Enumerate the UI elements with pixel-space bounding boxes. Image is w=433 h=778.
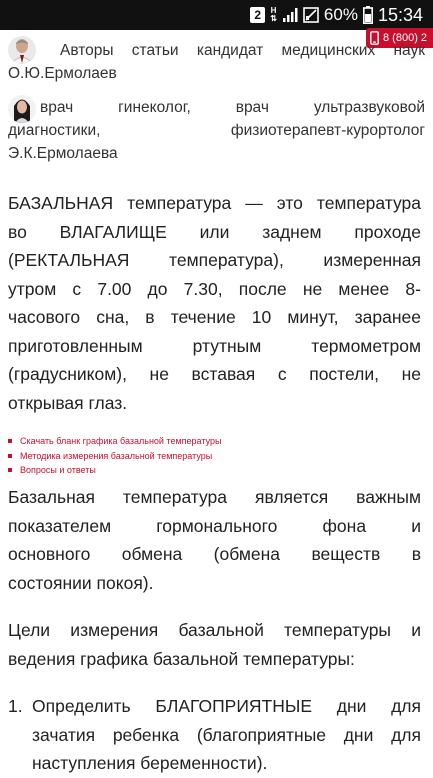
bullet-square-icon xyxy=(8,468,12,472)
battery-percent: 60% xyxy=(323,5,358,24)
paragraph-line: Базальная температура является важным xyxy=(8,487,421,507)
author-1-name: О.Ю.Ермолаев xyxy=(8,65,117,82)
list-line: Определить БЛАГОПРИЯТНЫЕ дни для xyxy=(32,696,421,716)
author-block-1 xyxy=(8,39,425,85)
wifi-off-icon xyxy=(303,7,319,23)
intro-line: (РЕКТАЛЬНАЯ температура), измеренная xyxy=(8,250,421,270)
paragraph-line: Цели измерения базальной температуры и xyxy=(8,620,421,640)
intro-paragraph xyxy=(8,189,421,417)
intro-line: (градусником), не вставая с постели, не xyxy=(8,364,421,384)
status-bar xyxy=(0,0,433,30)
link-faq[interactable]: Вопросы и ответы xyxy=(20,465,96,475)
intro-line: БАЗАЛЬНАЯ температура — это температура xyxy=(8,193,421,213)
link-item[interactable] xyxy=(8,434,221,449)
clock: 15:34 xyxy=(377,4,423,25)
bullet-square-icon xyxy=(8,439,12,443)
author-block-2 xyxy=(8,96,425,165)
paragraph-goals xyxy=(8,616,421,673)
network-arrows-icon: ⇅ xyxy=(270,14,277,23)
network-type-indicator xyxy=(270,7,277,23)
battery-icon xyxy=(363,6,373,24)
author-2-name: Э.К.Ермолаева xyxy=(8,145,118,162)
list-line: зачатия ребенка (благоприятные дни для xyxy=(32,724,421,745)
paragraph-line: состоянии покоя). xyxy=(8,572,154,593)
link-method[interactable]: Методика измерения базальной температуры xyxy=(20,450,213,461)
list-line: наступления беременности). xyxy=(32,753,268,773)
intro-line: во ВЛАГАЛИЩЕ или заднем проходе xyxy=(8,221,421,242)
phone-number: 8 (800) 2 xyxy=(383,32,428,44)
author-2-line-2: диагностики, физиотерапевт-курортолог xyxy=(8,122,425,139)
link-item[interactable] xyxy=(8,449,221,464)
network-h-label: H xyxy=(270,6,277,15)
list-number: 1. xyxy=(8,696,23,716)
related-links xyxy=(8,434,221,478)
goals-list-item-1 xyxy=(8,692,421,778)
link-item[interactable] xyxy=(8,463,221,478)
signal-icon xyxy=(282,7,298,23)
sim-badge: 2 xyxy=(250,7,265,23)
bullet-square-icon xyxy=(8,454,12,458)
status-icons xyxy=(250,0,423,30)
intro-line: часового сна, в течение 10 минут, заранее xyxy=(8,307,421,327)
intro-line: утром с 7.00 до 7.30, после не менее 8- xyxy=(8,278,421,299)
paragraph-line: основного обмена (обмена веществ в xyxy=(8,544,421,564)
paragraph-hormonal xyxy=(8,483,421,597)
intro-line: приготовленным ртутным термометром xyxy=(8,335,421,356)
link-download-chart[interactable]: Скачать бланк графика базальной температуры xyxy=(20,436,222,446)
intro-line: открывая глаз. xyxy=(8,392,128,413)
paragraph-line: показателем гормонального фона и xyxy=(8,515,421,536)
paragraph-line: ведения графика базальной температуры: xyxy=(8,648,355,669)
author-1-line-1: Авторы статьи кандидат медицинских наук xyxy=(60,42,425,59)
author-2-line-1: врач гинеколог, врач ультразвуковой xyxy=(40,99,425,116)
